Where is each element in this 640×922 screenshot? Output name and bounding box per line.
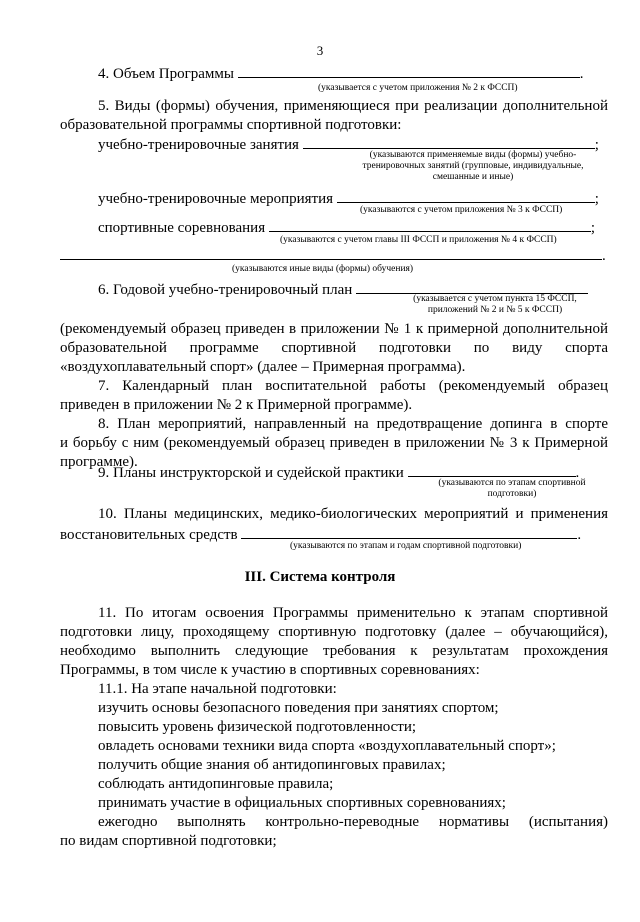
item-9-blank xyxy=(408,462,576,477)
item-6-blank xyxy=(356,279,588,294)
item-7-line-1: 7. Календарный план воспитательной работы (рекомендуемый образец xyxy=(98,378,608,394)
section-heading: III. Система контроля xyxy=(244,569,396,585)
training-sessions-caption: (указываются применяемые виды (формы) учебно- тренировочных занятий (групповые, индивидуальные, смешанные и иные) xyxy=(362,150,584,182)
item-11-line-4: Программы, в том числе к участию в спортивных соревнованиях: xyxy=(60,662,480,678)
requirement-item: овладеть основами техники вида спорта «воздухоплавательный спорт»; xyxy=(98,738,556,754)
item-5-line-2: образовательной программы спортивной подготовки: xyxy=(60,117,402,133)
item-10-caption: (указываются по этапам и годам спортивной подготовки) xyxy=(290,541,522,551)
item-4-caption: (указывается с учетом приложения № 2 к ФССП) xyxy=(318,83,518,93)
training-sessions-blank xyxy=(303,134,595,149)
item-11-line-2: подготовки лицу, проходящему спортивную подготовку (далее – обучающийся), xyxy=(60,624,608,640)
item-11-line-3: необходимо выполнить следующие требования к результатам прохождения xyxy=(60,643,608,659)
training-events-blank xyxy=(337,188,595,203)
item-11-1-heading: 11.1. На этапе начальной подготовки: xyxy=(98,681,337,697)
other-forms-blank xyxy=(60,259,602,260)
item-4-label: 4. Объем Программы xyxy=(98,66,234,82)
item-10-line-1: 10. Планы медицинских, медико-биологических мероприятий и применения xyxy=(98,506,608,522)
item-8-line-1: 8. План мероприятий, направленный на предотвращение допинга в спорте xyxy=(98,416,608,432)
item-4-blank xyxy=(238,63,580,78)
competitions-line: спортивные соревнования ; xyxy=(98,217,608,238)
item-11-line-1: 11. По итогам освоения Программы применительно к этапам спортивной xyxy=(98,605,608,621)
requirement-item: соблюдать антидопинговые правила; xyxy=(98,776,334,792)
item-6-line-1: 6. Годовой учебно-тренировочный план xyxy=(98,279,608,300)
item-5-line-1: 5. Виды (формы) обучения, применяющиеся при реализации дополнительной xyxy=(98,98,608,114)
requirement-item-continuation: по видам спортивной подготовки; xyxy=(60,833,277,849)
item-10-line-2: восстановительных средств . xyxy=(60,524,608,545)
requirement-item: получить общие знания об антидопинговых правилах; xyxy=(98,757,446,773)
competitions-caption: (указываются с учетом главы III ФССП и приложения № 4 к ФССП) xyxy=(280,235,557,245)
item-6-line-2: (рекомендуемый образец приведен в приложении № 1 к примерной дополнительной xyxy=(60,321,608,337)
other-forms-end: . xyxy=(602,248,606,264)
competitions-blank xyxy=(269,217,591,232)
item-6-line-3: образовательной программе спортивной подготовки по виду спорта xyxy=(60,340,608,356)
requirement-item: изучить основы безопасного поведения при занятиях спортом; xyxy=(98,700,499,716)
item-8-line-2: и борьбу с ним (рекомендуемый образец приведен в приложении № 3 к Примерной xyxy=(60,435,608,451)
other-forms-caption: (указываются иные виды (формы) обучения) xyxy=(232,264,414,274)
item-8-line-3: программе). xyxy=(60,454,138,470)
item-4-line: 4. Объем Программы . xyxy=(98,63,608,84)
requirement-item: принимать участие в официальных спортивных соревнованиях; xyxy=(98,795,506,811)
item-7-line-2: приведен в приложении № 2 к Примерной программе). xyxy=(60,397,413,413)
item-9-caption: (указываются по этапам спортивной подготовки) xyxy=(438,478,586,499)
requirement-item: ежегодно выполнять контрольно-переводные нормативы (испытания) xyxy=(98,814,608,830)
item-6-line-4: «воздухоплавательный спорт» (далее – Примерная программа). xyxy=(60,359,466,375)
item-9-line: 9. Планы инструкторской и судейской практики . xyxy=(98,462,608,483)
training-sessions-line: учебно-тренировочные занятия ; xyxy=(98,134,608,155)
training-events-caption: (указываются с учетом приложения № 3 к ФССП) xyxy=(360,205,563,215)
page-number: 3 xyxy=(316,43,324,58)
requirement-item: повысить уровень физической подготовленности; xyxy=(98,719,417,735)
item-6-caption: (указывается с учетом пункта 15 ФССП, приложений № 2 и № 5 к ФССП) xyxy=(413,294,577,315)
item-10-blank xyxy=(241,524,577,539)
training-events-line: учебно-тренировочные мероприятия ; xyxy=(98,188,608,209)
